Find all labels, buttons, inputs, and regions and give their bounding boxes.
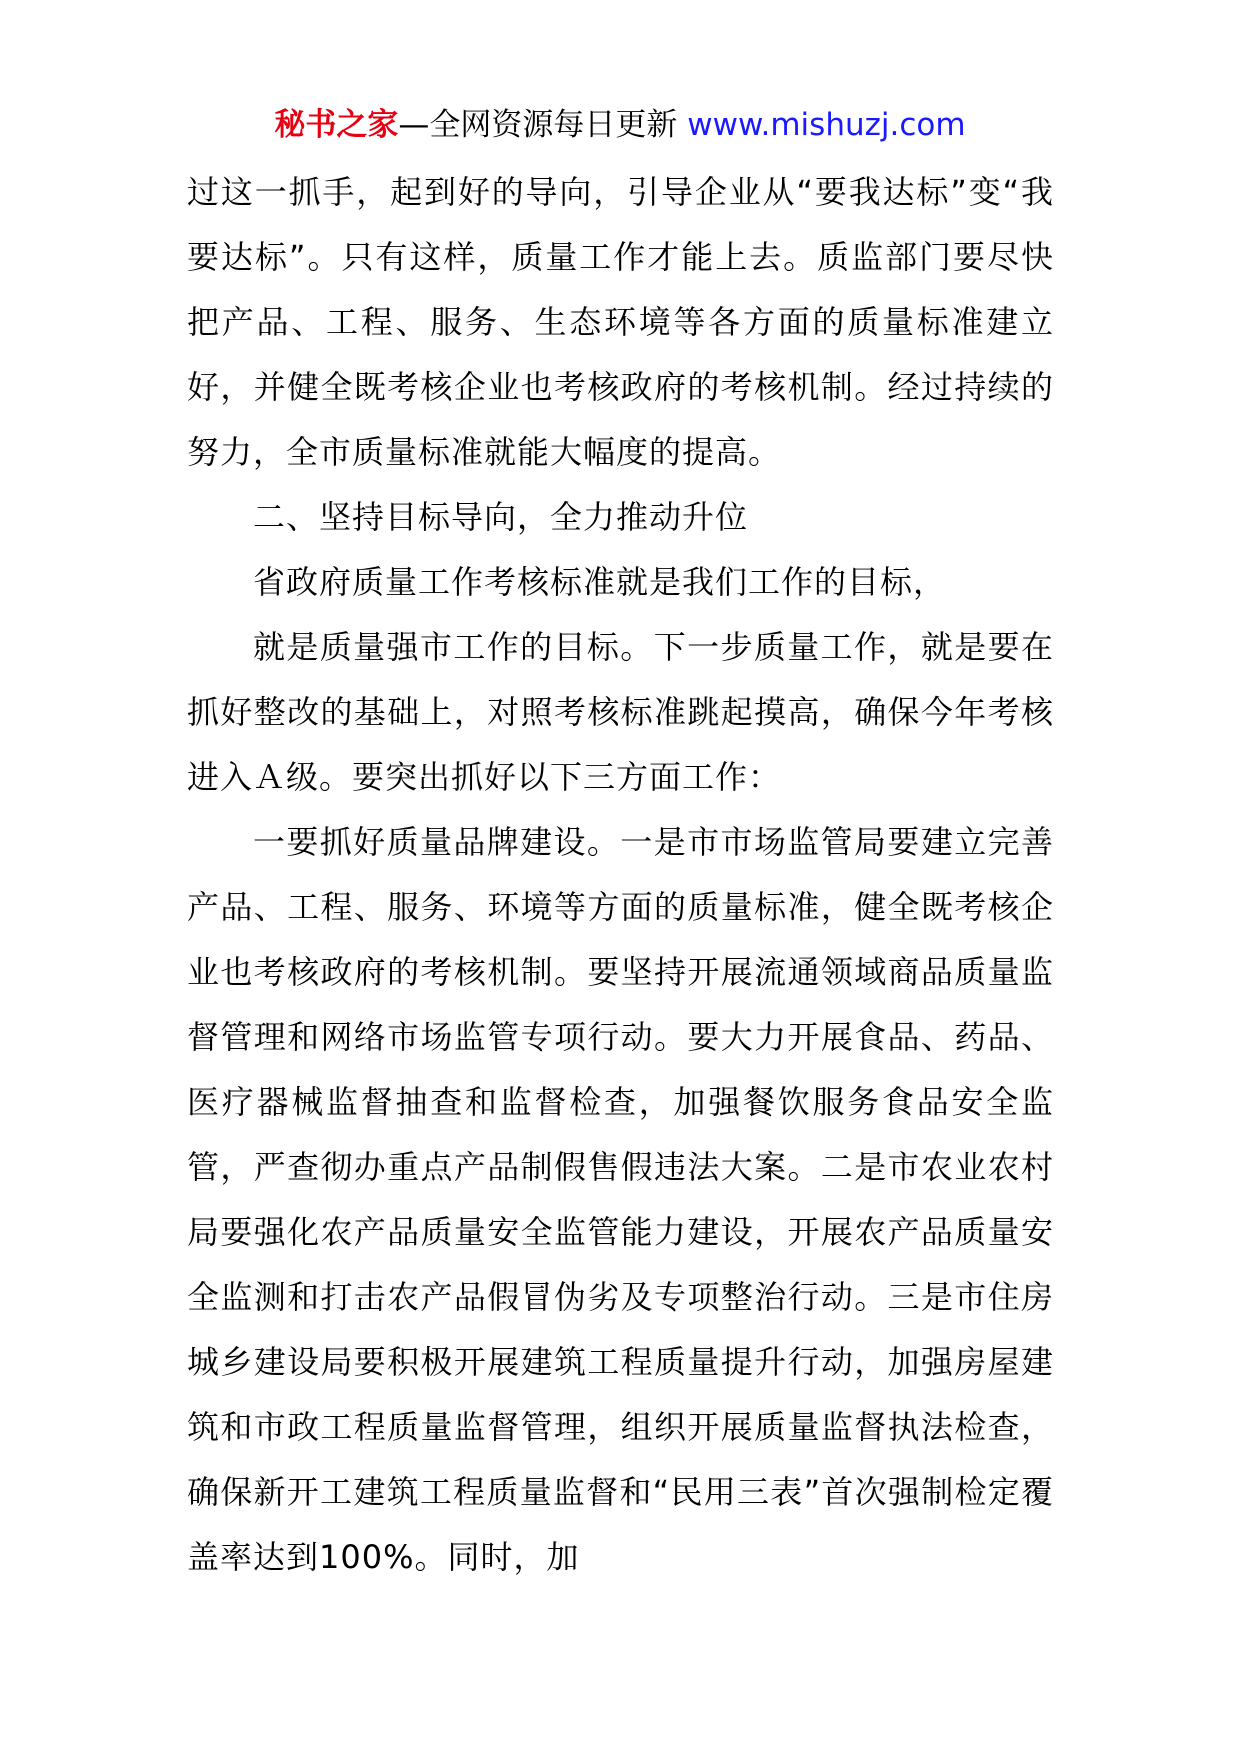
paragraph: 就是质量强市工作的目标。下一步质量工作，就是要在抓好整改的基础上，对照考核标准跳起摸高，确保今年考核进入Ａ级。要突出抓好以下三方面工作： bbox=[187, 628, 1054, 796]
brand-name: 秘书之家 bbox=[274, 107, 399, 143]
site-url[interactable]: www.mishuzj.com bbox=[687, 107, 966, 143]
section-heading: 二、坚持目标导向，全力推动升位 bbox=[253, 498, 749, 536]
paragraph: 一要抓好质量品牌建设。一是市市场监管局要建立完善产品、工程、服务、环境等方面的质量标准，健全既考核企业也考核政府的考核机制。要坚持开展流通领域商品质量监督管理和网络市场监管专项行动。要大力开展食品、药品、医疗器械监督抽查和监督检查，加强餐饮服务食品安全监管，严查彻办重点产品制假售假违法大案。二是市农业农村局要强化农产品质量安全监管能力建设，开展农产品质量安全监测和打击农产品假冒伪劣及专项整治行动。三是市住房城乡建设局要积极开展建筑工程质量提升行动，加强房屋建筑和市政工程质量监督管理，组织开展质量监督执法检查，确保新开工建筑工程质量监督和“民用三表”首次强制检定覆盖率达到100%。同时，加 bbox=[187, 823, 1054, 1576]
document-body bbox=[187, 160, 1054, 1590]
paragraph-continuation: 过这一抓手，起到好的导向，引导企业从“要我达标”变“我要达标”。只有这样，质量工作才能上去。质监部门要尽快把产品、工程、服务、生态环境等各方面的质量标准建立好，并健全既考核企业也考核政府的考核机制。经过持续的努力，全市质量标准就能大幅度的提高。 bbox=[187, 173, 1054, 471]
page-header bbox=[0, 100, 1240, 150]
header-tagline: —全网资源每日更新 bbox=[398, 107, 678, 143]
paragraph: 省政府质量工作考核标准就是我们工作的目标， bbox=[253, 563, 947, 601]
